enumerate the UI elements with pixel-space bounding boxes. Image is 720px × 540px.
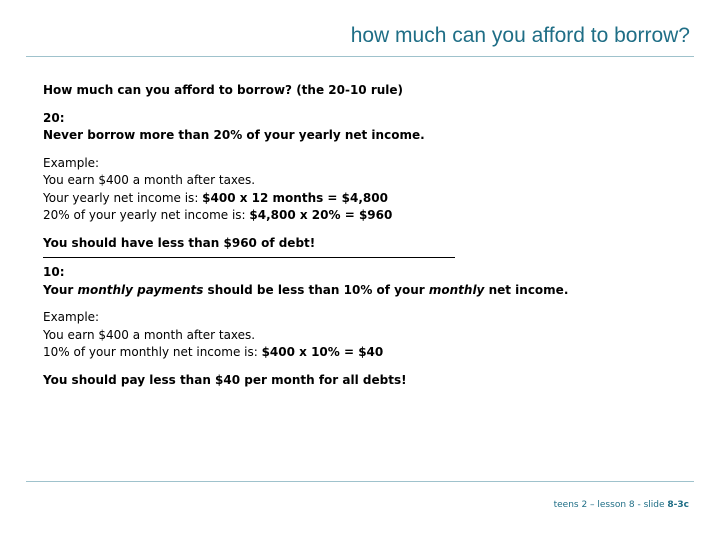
footer-lesson-text: teens 2 – lesson 8 - slide [553, 500, 668, 510]
section-separator [43, 257, 455, 258]
rule-20-example-line-3-calc: $4,800 x 20% = $960 [249, 208, 393, 222]
spacer [43, 299, 683, 309]
footer-slide-number: 8-3c [667, 500, 689, 510]
slide-footer [554, 500, 689, 510]
spacer [43, 225, 683, 235]
rule-20-example-line-1: You earn $400 a month after taxes. [43, 173, 256, 187]
content-heading: How much can you afford to borrow? (the 20-10 rule) [43, 83, 404, 97]
rule-10-example-line-2-calc: $400 x 10% = $40 [261, 345, 384, 359]
slide-title: how much can you afford to borrow? [350, 24, 690, 47]
rule-10-statement-emphasis-2: monthly [428, 282, 485, 297]
rule-20-example-line-3 [43, 207, 683, 225]
rule-10-example-line-2 [43, 344, 683, 362]
rule-10-statement-part-3: net income. [484, 282, 569, 297]
slide-content [43, 82, 683, 389]
rule-10-label: 10: [43, 265, 65, 279]
rule-10-statement-part-2: should be less than 10% of your [203, 282, 429, 297]
spacer [43, 100, 683, 110]
rule-10-statement-part-1: Your [43, 282, 78, 297]
rule-10-example-line-2-prefix: 10% of your monthly net income is: [43, 345, 262, 359]
spacer [43, 145, 683, 155]
rule-10-conclusion: You should pay less than $40 per month for all debts! [43, 372, 407, 387]
rule-20-example-label: Example: [43, 155, 100, 170]
rule-10-statement [43, 282, 683, 300]
rule-20-example-line-2 [43, 190, 683, 208]
rule-20-label: 20: [43, 110, 65, 125]
rule-20-statement: Never borrow more than 20% of your yearly net income. [43, 128, 425, 142]
footer-divider [26, 481, 694, 482]
rule-10-example-line-1: You earn $400 a month after taxes. [43, 327, 256, 342]
rule-20-example-line-3-prefix: 20% of your yearly net income is: [43, 208, 250, 222]
rule-10-statement-emphasis-1: monthly payments [77, 282, 204, 297]
rule-20-example-line-2-prefix: Your yearly net income is: [43, 190, 203, 205]
rule-20-example-line-2-calc: $400 x 12 months = $4,800 [202, 190, 388, 205]
spacer [43, 362, 683, 372]
rule-10-example-label: Example: [43, 310, 100, 324]
rule-20-conclusion: You should have less than $960 of debt! [43, 235, 316, 250]
header-divider [26, 56, 694, 57]
